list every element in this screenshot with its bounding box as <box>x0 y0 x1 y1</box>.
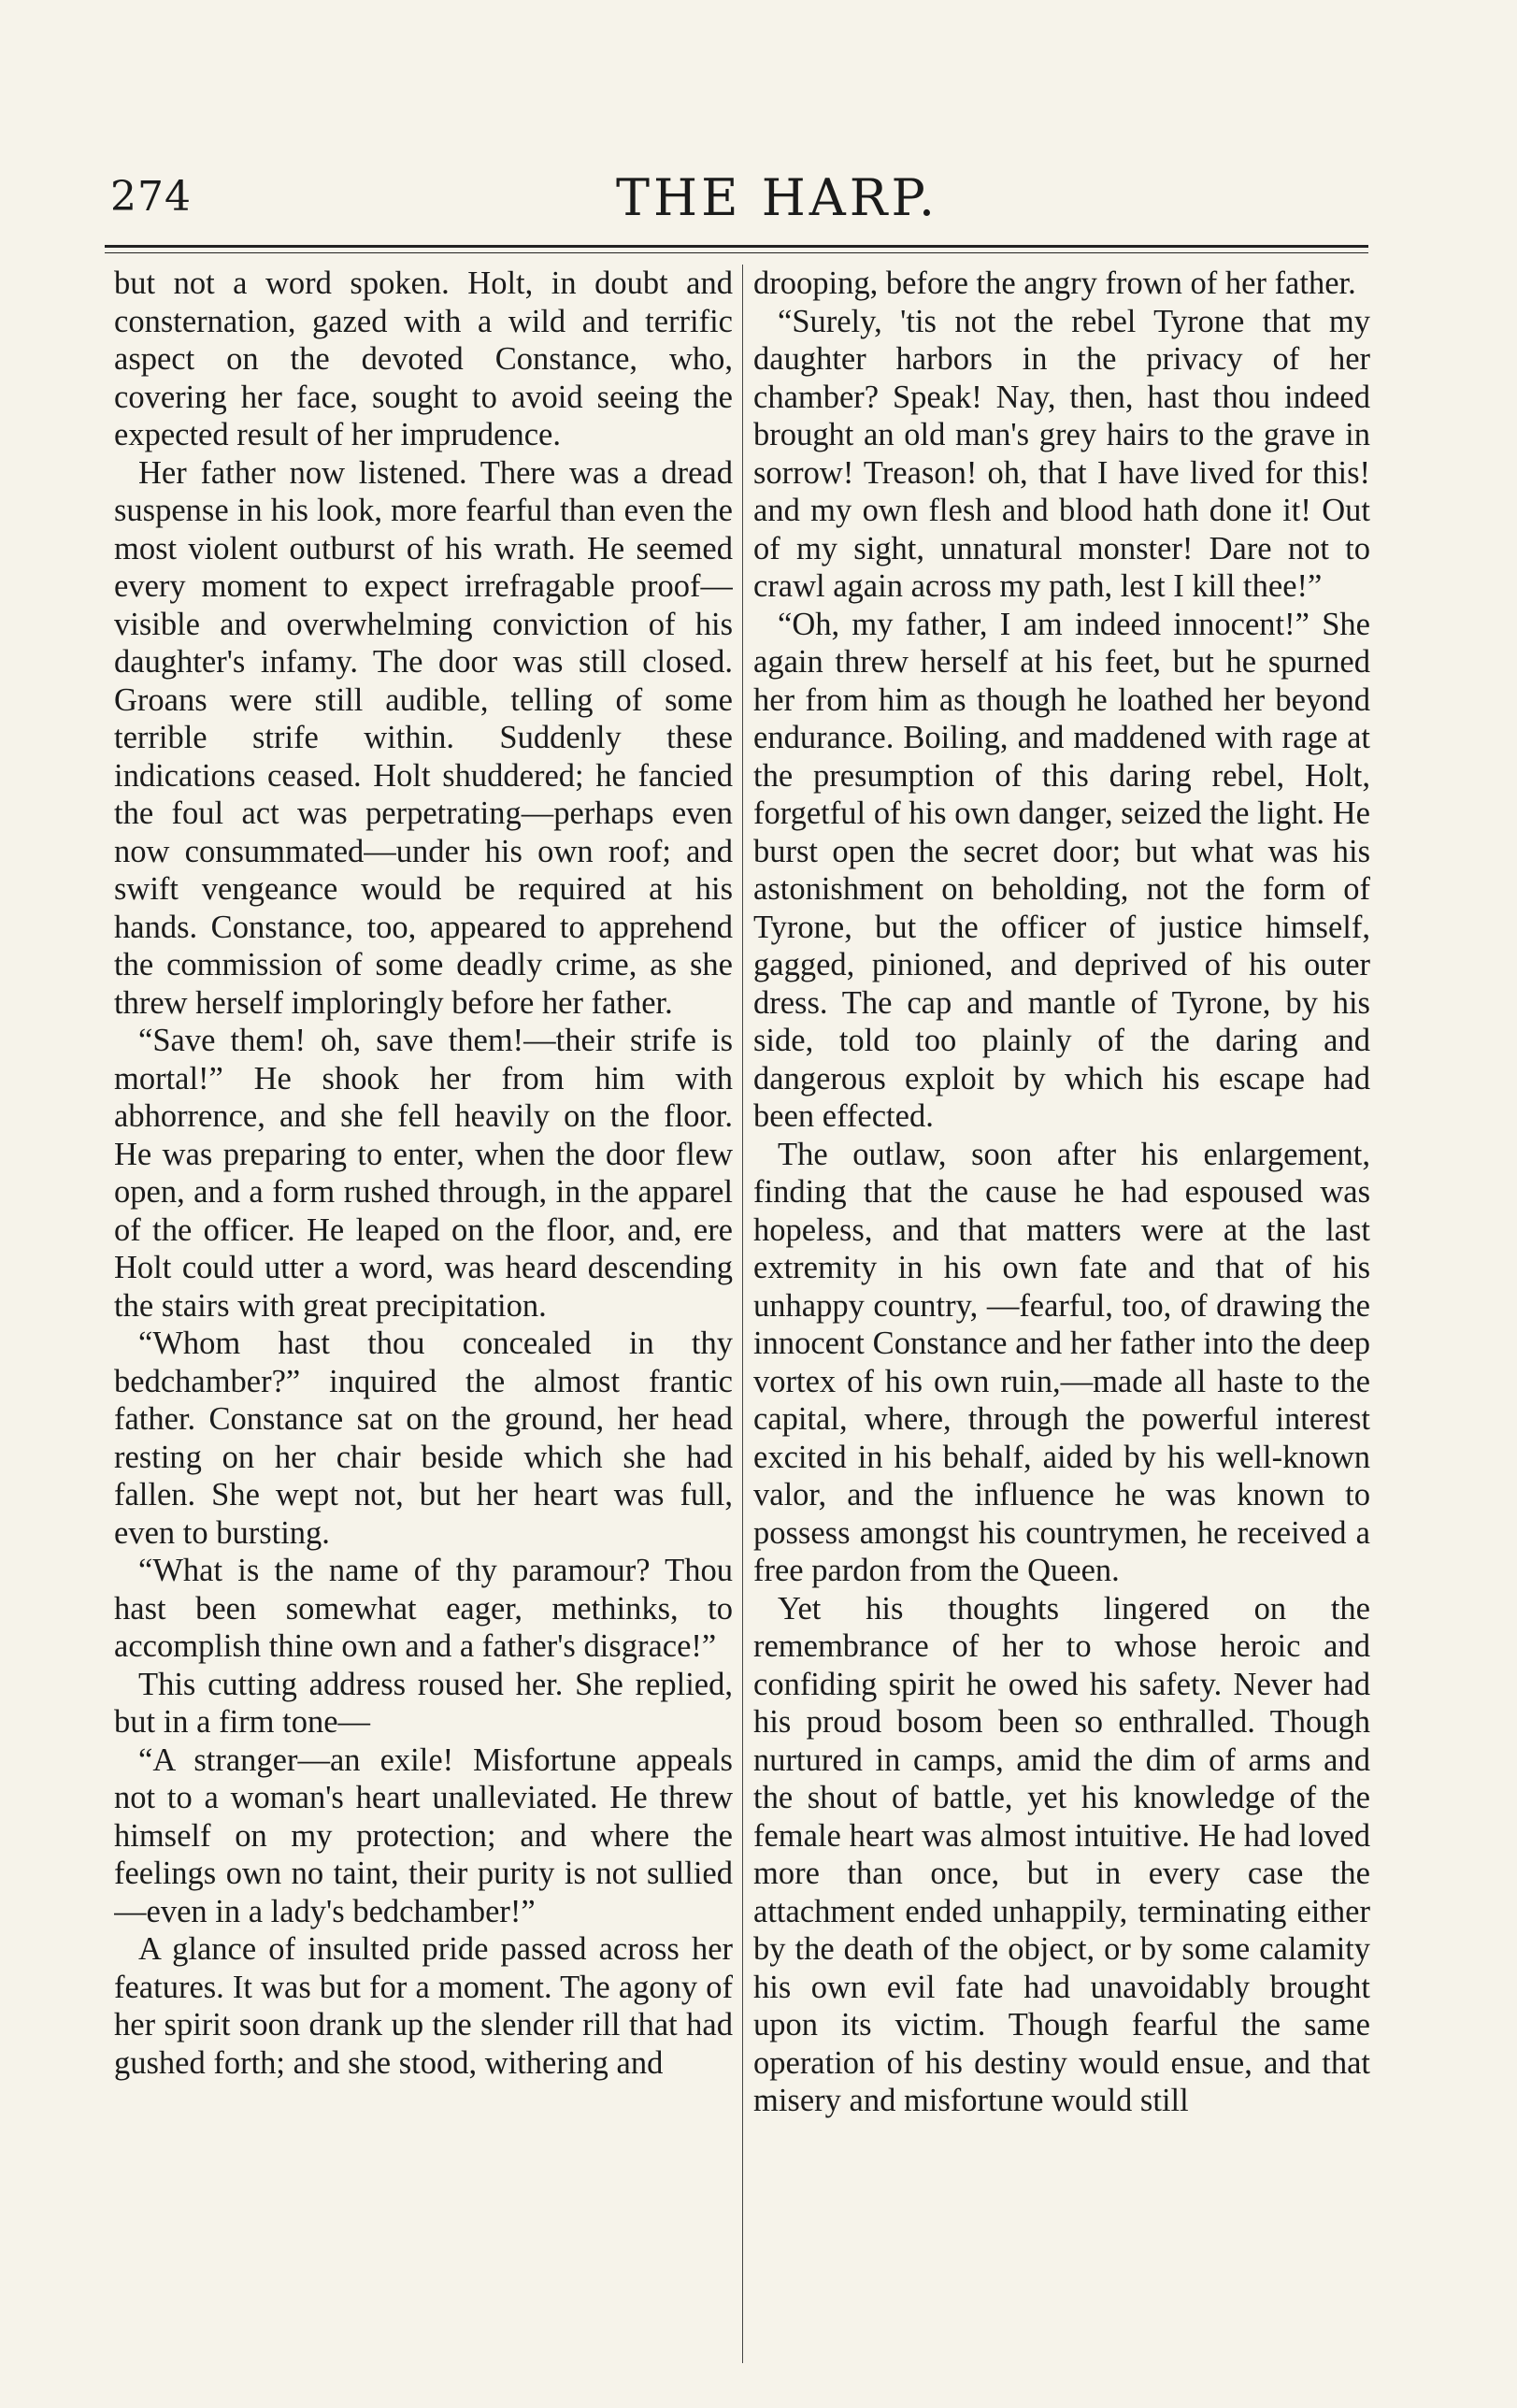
paragraph: “Save them! oh, save them!—their strife is mortal!” He shook her from him with abhorrence, and she fell heavily on the floor. He was preparing to enter, when the door flew open, and a form rushed through, in the apparel of the officer. He leaped on the floor, and, ere Holt could utter a word, was heard descending the stairs with great precipitation. <box>114 1023 733 1324</box>
paragraph: “A stranger—an exile! Misfortune appeals not to a woman's heart unalleviated. He threw himself on my protection; and where the feelings own no taint, their purity is not sullied—even in a lady's bedchamber!” <box>114 1742 733 1929</box>
running-title: THE HARP. <box>616 168 938 227</box>
paragraph: Yet his thoughts lingered on the remembrance of her to whose heroic and confiding spirit he owed his safety. Never had his proud bosom been so enthralled. Though nurtured in camps, amid the dim of arms and the shout of battle, yet his knowledge of the female heart was almost intuitive. He had loved more than once, but in every case the attachment ended unhappily, terminating either by the death of the object, or by some calamity his own evil fate had unavoidably brought upon its victim. Though fearful the same operation of his destiny would ensue, and that misery and misfortune would still <box>753 1590 1370 2118</box>
paragraph: drooping, before the angry frown of her father. <box>753 265 1356 301</box>
paragraph: “What is the name of thy paramour? Thou hast been somewhat eager, methinks, to accomplish thine own and a father's disgrace!” <box>114 1553 733 1664</box>
paragraph: This cutting address roused her. She replied, but in a firm tone— <box>114 1666 733 1740</box>
paragraph: “Oh, my father, I am indeed innocent!” She again threw herself at his feet, but he spurned her from him as though he loathed her beyond endurance. Boiling, and maddened with rage at the presumption of this daring rebel, Holt, forgetful of his own danger, seized the light. He burst open the secret door; but what was his astonishment on beholding, not the form of Tyrone, but the officer of justice himself, gagged, pinioned, and deprived of his outer dress. The cap and mantle of Tyrone, by his side, told too plainly of the daring and dangerous exploit by which his escape had been effected. <box>753 606 1370 1134</box>
header-rule-thin <box>105 252 1368 253</box>
page-number: 274 <box>110 173 192 221</box>
paragraph: “Whom hast thou concealed in thy bedchamber?” inquired the almost frantic father. Constance sat on the ground, her head resting on her chair beside which she had fallen. She wept not, but her heart was full, even to bursting. <box>114 1326 733 1551</box>
paragraph: A glance of insulted pride passed across her features. It was but for a moment. The agony of her spirit soon drank up the slender rill that had gushed forth; and she stood, withering and <box>114 1931 733 2081</box>
paragraph: but not a word spoken. Holt, in doubt and consternation, gazed with a wild and terrific aspect on the devoted Constance, who, covering her face, sought to avoid seeing the expected result of her imprudence. <box>114 265 733 452</box>
right-text-column <box>753 265 1370 2363</box>
paragraph: Her father now listened. There was a dread suspense in his look, more fearful than even the most violent outburst of his wrath. He seemed every moment to expect irrefragable proof—visible and overwhelming conviction of his daughter's infamy. The door was still closed. Groans were still audible, telling of some terrible strife within. Suddenly these indications ceased. Holt shuddered; he fancied the foul act was perpetrating—perhaps even now consummated—under his own roof; and swift vengeance would be required at his hands. Constance, too, appeared to apprehend the commission of some deadly crime, as she threw herself imploringly before her father. <box>114 454 733 1021</box>
paragraph: “Surely, 'tis not the rebel Tyrone that my daughter harbors in the privacy of her chamber? Speak! Nay, then, hast thou indeed brought an old man's grey hairs to the grave in sorrow! Treason! oh, that I have lived for this! and my own flesh and blood hath done it! Out of my sight, unnatural monster! Dare not to crawl again across my path, lest I kill thee!” <box>753 303 1370 604</box>
column-divider <box>742 265 743 2363</box>
header-rule-thick <box>105 245 1368 248</box>
left-text-column <box>114 265 733 2363</box>
paragraph: The outlaw, soon after his enlargement, finding that the cause he had espoused was hopeless, and that matters were at the last extremity in his own fate and that of his unhappy country, —fearful, too, of drawing the innocent Constance and her father into the deep vortex of his own ruin,—made all haste to the capital, where, through the powerful interest excited in his behalf, aided by his well-known valor, and the influence he was known to possess amongst his countrymen, he received a free pardon from the Queen. <box>753 1136 1370 1588</box>
